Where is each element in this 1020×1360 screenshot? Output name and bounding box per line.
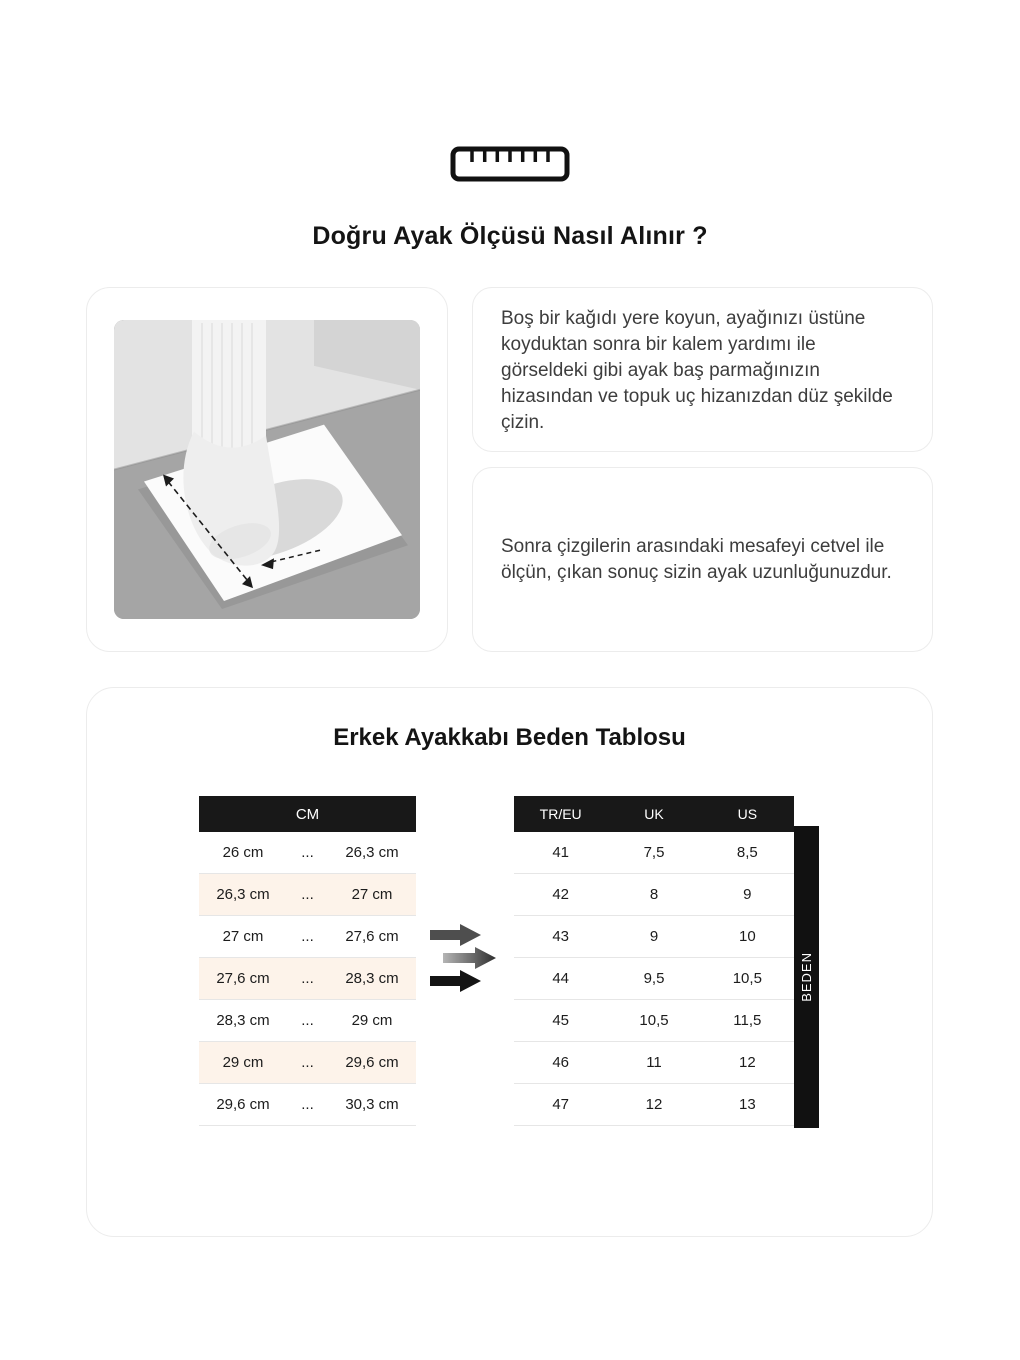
cm-table-row [199, 874, 416, 916]
cm-to: 26,3 cm [345, 844, 399, 861]
cm-from: 26,3 cm [216, 886, 270, 903]
size-chart-title: Erkek Ayakkabı Beden Tablosu [333, 724, 686, 751]
cm-from: 28,3 cm [216, 1012, 270, 1029]
header-us: US [737, 806, 758, 822]
instruction-cards-column [472, 287, 933, 652]
cm-dots: ... [301, 844, 314, 861]
size-guide-page [86, 0, 934, 1237]
cm-table [199, 796, 416, 1126]
cm-to: 29 cm [351, 1012, 393, 1029]
cm-from: 27,6 cm [216, 970, 270, 987]
size-cell: 11 [646, 1054, 662, 1071]
size-table [514, 796, 794, 1126]
ruler-icon [86, 0, 934, 182]
cm-dots: ... [301, 1096, 314, 1113]
beden-label-bar [794, 826, 819, 1128]
instruction-step-2: Sonra çizgilerin arasındaki mesafeyi cetvel ile ölçün, çıkan sonuç sizin ayak uzunluğunuzdur. [501, 535, 892, 583]
size-cell: 10,5 [639, 1012, 669, 1029]
size-table-row [514, 1000, 794, 1042]
cm-dots: ... [301, 1054, 314, 1071]
size-cell: 10,5 [732, 970, 762, 987]
size-cell: 43 [552, 928, 569, 945]
page-title: Doğru Ayak Ölçüsü Nasıl Alınır ? [312, 222, 708, 250]
cm-dots: ... [301, 886, 314, 903]
size-table-row [514, 832, 794, 874]
size-cell: 9,5 [643, 970, 665, 987]
header-uk: UK [644, 806, 664, 822]
size-cell: 13 [738, 1096, 756, 1113]
cm-table-row [199, 832, 416, 874]
size-cell: 12 [738, 1054, 756, 1071]
size-table-row [514, 958, 794, 1000]
size-table-row [514, 1084, 794, 1126]
cm-dots: ... [301, 1012, 314, 1029]
cm-to: 27 cm [351, 886, 393, 903]
cm-table-row [199, 1084, 416, 1126]
instruction-card-1 [472, 287, 933, 452]
cm-dots: ... [301, 970, 314, 987]
size-cell: 46 [552, 1054, 569, 1071]
size-chart-card [86, 687, 933, 1237]
instruction-card-2 [472, 467, 933, 652]
cm-from: 26 cm [222, 844, 264, 861]
size-table-header [514, 796, 794, 832]
cm-from: 29 cm [222, 1054, 264, 1071]
size-cell: 41 [552, 844, 569, 861]
cm-to: 28,3 cm [345, 970, 399, 987]
size-cell: 45 [552, 1012, 569, 1029]
size-cell: 9 [743, 886, 752, 903]
cm-to: 29,6 cm [345, 1054, 399, 1071]
size-cell: 11,5 [733, 1012, 762, 1029]
header-tr-eu: TR/EU [539, 806, 582, 822]
instructions-section [86, 287, 934, 652]
cm-to: 30,3 cm [345, 1096, 399, 1113]
size-cell: 44 [552, 970, 569, 987]
instruction-step-1: Boş bir kağıdı yere koyun, ayağınızı üstüne koyduktan sonra bir kalem yardımı ile görseldeki gibi ayak baş parmağınızın hizasından ve topuk uç hizanızdan düz şekilde çizin. [501, 308, 893, 433]
conversion-arrows-icon [430, 924, 498, 992]
size-table-row [514, 874, 794, 916]
beden-label: BEDEN [799, 952, 814, 1002]
cm-dots: ... [301, 928, 314, 945]
cm-from: 29,6 cm [216, 1096, 270, 1113]
size-table-row [514, 916, 794, 958]
size-cell: 12 [645, 1096, 663, 1113]
size-cell: 8,5 [736, 844, 758, 861]
size-cell: 7,5 [643, 844, 665, 861]
size-cell: 8 [649, 886, 659, 903]
size-cell: 9 [649, 928, 659, 945]
size-table-row [514, 1042, 794, 1084]
foot-measurement-photo [114, 320, 420, 619]
size-cell: 47 [552, 1096, 569, 1113]
cm-to: 27,6 cm [345, 928, 399, 945]
cm-table-row [199, 1042, 416, 1084]
cm-table-row [199, 916, 416, 958]
foot-photo-card [86, 287, 448, 652]
size-cell: 42 [552, 886, 569, 903]
cm-table-row [199, 1000, 416, 1042]
cm-table-row [199, 958, 416, 1000]
size-cell: 10 [738, 928, 756, 945]
cm-from: 27 cm [222, 928, 264, 945]
cm-table-header: CM [199, 796, 416, 832]
